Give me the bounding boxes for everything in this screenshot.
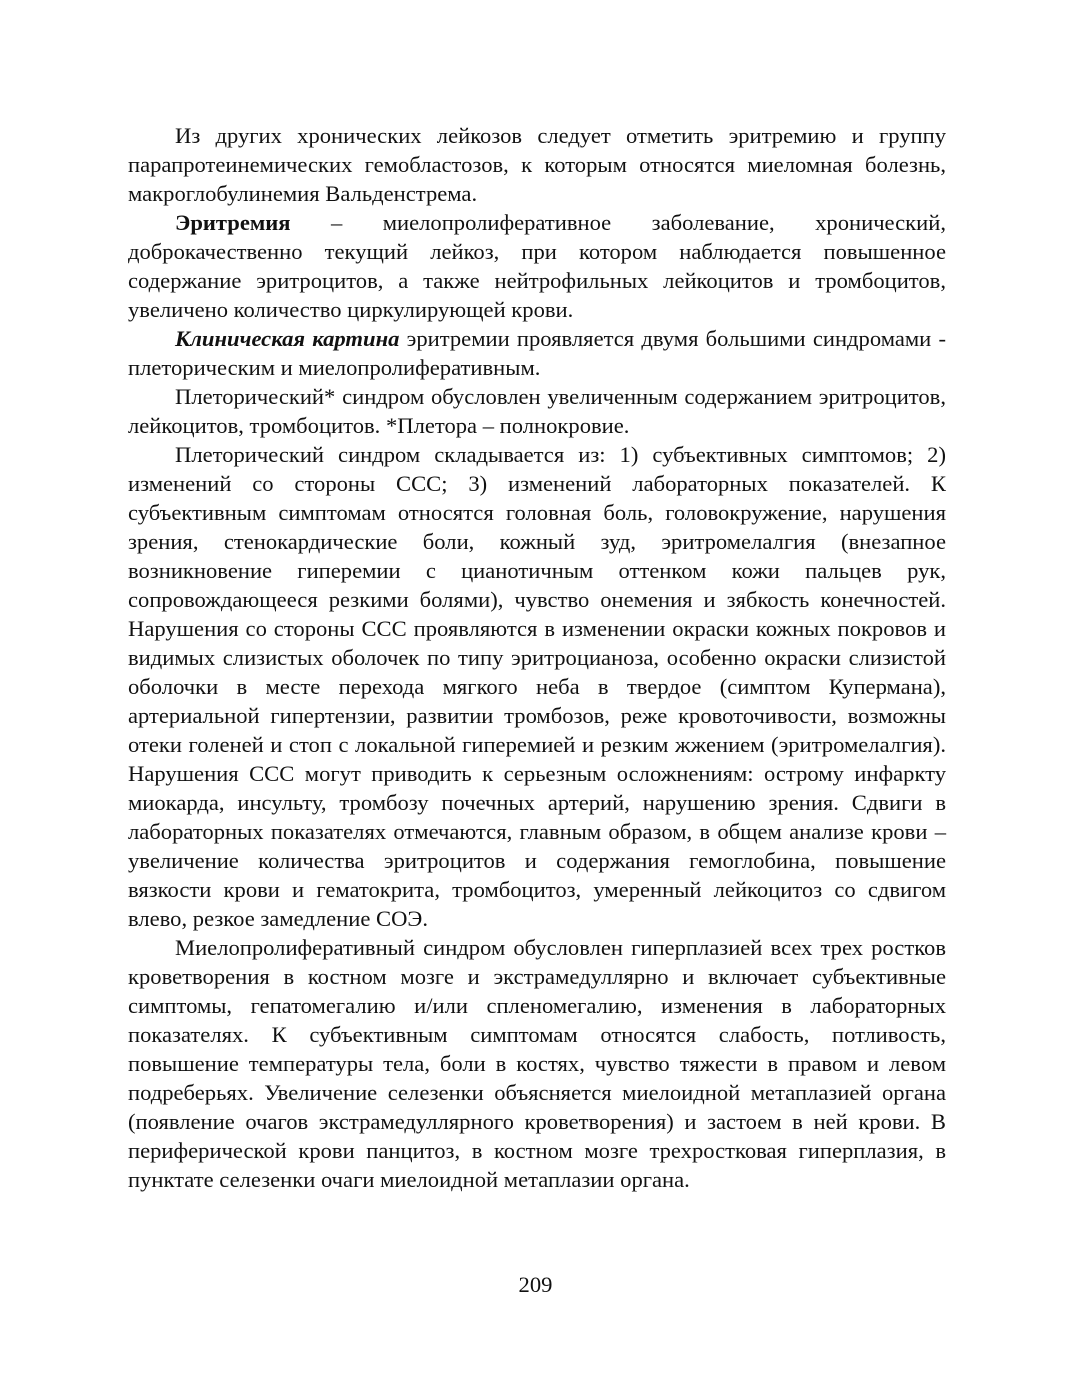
paragraph-other-leukemias: [128, 121, 946, 208]
paragraph-plethoric-syndrome: [128, 440, 946, 933]
term-erythremia: Эритремия: [175, 210, 291, 235]
paragraph-text: – миелопролиферативное заболевание, хронический, доброкачественно текущий лейкоз, при котором наблюдается повышенное содержание эритроцитов, а также нейтрофильных лейкоцитов и тромбоцитов, увеличено количество циркулирующей крови.: [128, 210, 946, 322]
paragraph-text: Из других хронических лейкозов следует отметить эритремию и группу парапротеинемических гемобластозов, к которым относятся миеломная болезнь, макроглобулинемия Вальденстрема.: [128, 123, 946, 206]
paragraph-erythremia-definition: [128, 208, 946, 324]
paragraph-text: Плеторический синдром складывается из: 1) субъективных симптомов; 2) изменений со стороны ССС; 3) изменений лабораторных показателей. К субъективным симптомам относятся головная боль, головокружение, нарушения зрения, стенокардические боли, кожный зуд, эритромелалгия (внезапное возникновение гиперемии с цианотичным оттенком кожи пальцев рук, сопровождающееся резкими болями), чувство онемения и зябкость конечностей. Нарушения со стороны ССС проявляются в изменении окраски кожных покровов и видимых слизистых оболочек по типу эритроцианоза, особенно окраски слизистой оболочки в месте перехода мягкого неба в твердое (симптом Купермана), артериальной гипертензии, развитии тромбозов, реже кровоточивости, возможны отеки голеней и стоп с локальной гиперемией и резким жжением (эритромелалгия). Нарушения ССС могут приводить к серьезным осложнениям: острому инфаркту миокарда, инсульту, тромбозу почечных артерий, нарушению зрения. Сдвиги в лабораторных показателях отмечаются, главным образом, в общем анализе крови – увеличение количества эритроцитов и содержания гемоглобина, повышение вязкости крови и гематокрита, тромбоцитоз, умеренный лейкоцитоз со сдвигом влево, резкое замедление СОЭ.: [128, 442, 946, 931]
paragraph-text: Плеторический* синдром обусловлен увеличенным содержанием эритроцитов, лейкоцитов, тромбоцитов. *Плетора – полнокровие.: [128, 384, 946, 438]
paragraph-text: эритремии проявляется двумя большими синдромами - плеторическим и миелопролиферативным.: [128, 326, 946, 380]
page-body: [128, 121, 946, 1194]
paragraph-clinical-picture: [128, 324, 946, 382]
paragraph-text: Миелопролиферативный синдром обусловлен гиперплазией всех трех ростков кроветворения в костном мозге и экстрамедуллярно и включает субъективные симптомы, гепатомегалию и/или спленомегалию, изменения в лабораторных показателях. К субъективным симптомам относятся слабость, потливость, повышение температуры тела, боли в костях, чувство тяжести в правом и левом подреберьях. Увеличение селезенки объясняется миелоидной метаплазией органа (появление очагов экстрамедуллярного кроветворения) и застоем в ней крови. В периферической крови панцитоз, в костном мозге трехростковая гиперплазия, в пунктате селезенки очаги миелоидной метаплазии органа.: [128, 935, 946, 1192]
paragraph-plethoric-cause: [128, 382, 946, 440]
page-number: 209: [518, 1272, 553, 1297]
paragraph-myeloproliferative-syndrome: [128, 933, 946, 1194]
term-clinical-picture: Клиническая картина: [175, 326, 400, 351]
